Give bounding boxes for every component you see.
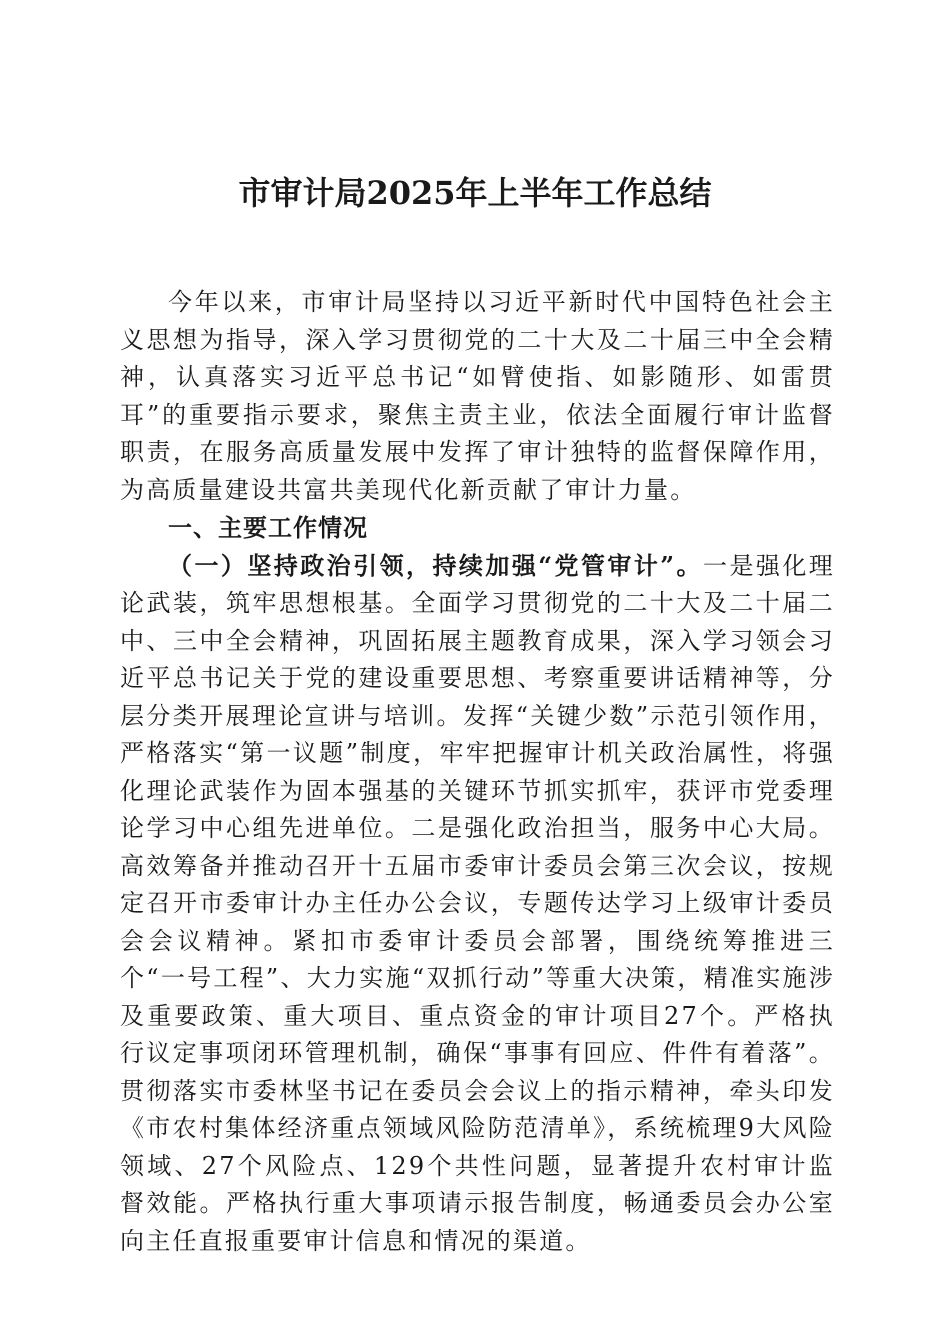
section-heading: 一、主要工作情况 (168, 513, 368, 542)
intro-paragraph: 今年以来，市审计局坚持以习近平新时代中国特色社会主义思想为指导，深入学习贯彻党的二十大及二十届三中全会精神，认真落实习近平总书记“如臂使指、如影随形、如雷贯耳”的重要指示要求，聚焦主责主业，依法全面履行审计监督职责，在服务高质量发展中发挥了审计独特的监督保障作用，为高质量建设共富共美现代化新贡献了审计力量。 (120, 288, 835, 504)
subsection-body: 一是强化理论武装，筑牢思想根基。全面学习贯彻党的二十大及二十届二中、三中全会精神，巩固拓展主题教育成果，深入学习领会习近平总书记关于党的建设重要思想、考察重要讲话精神等，分层分类开展理论宣讲与培训。发挥“关键少数”示范引领作用，严格落实“第一议题”制度，牢牢把握审计机关政治属性，将强化理论武装作为固本强基的关键环节抓实抓牢，获评市党委理论学习中心组先进单位。二是强化政治担当，服务中心大局。高效筹备并推动召开十五届市委审计委员会第三次会议，按规定召开市委审计办主任办公会议，专题传达学习上级审计委员会会议精神。紧扣市委审计委员会部署，围绕统筹推进三个“一号工程”、大力实施“双抓行动”等重大决策，精准实施涉及重要政策、重大项目、重点资金的审计项目27个。严格执行议定事项闭环管理机制，确保“事事有回应、件件有着落”。贯彻落实市委林坚书记在委员会会议上的指示精神，牵头印发《市农村集体经济重点领域风险防范清单》，系统梳理9大风险领域、27个风险点、129个共性问题，显著提升农村审计监督效能。严格执行重大事项请示报告制度，畅通委员会办公室向主任直报重要审计信息和情况的渠道。 (120, 551, 836, 1255)
document-title: 市审计局2025年上半年工作总结 (238, 174, 712, 212)
document-body (120, 284, 835, 1260)
subsection-heading: （一）坚持政治引领，持续加强“党管审计”。 (168, 550, 704, 580)
subsection-paragraph (120, 547, 835, 1261)
